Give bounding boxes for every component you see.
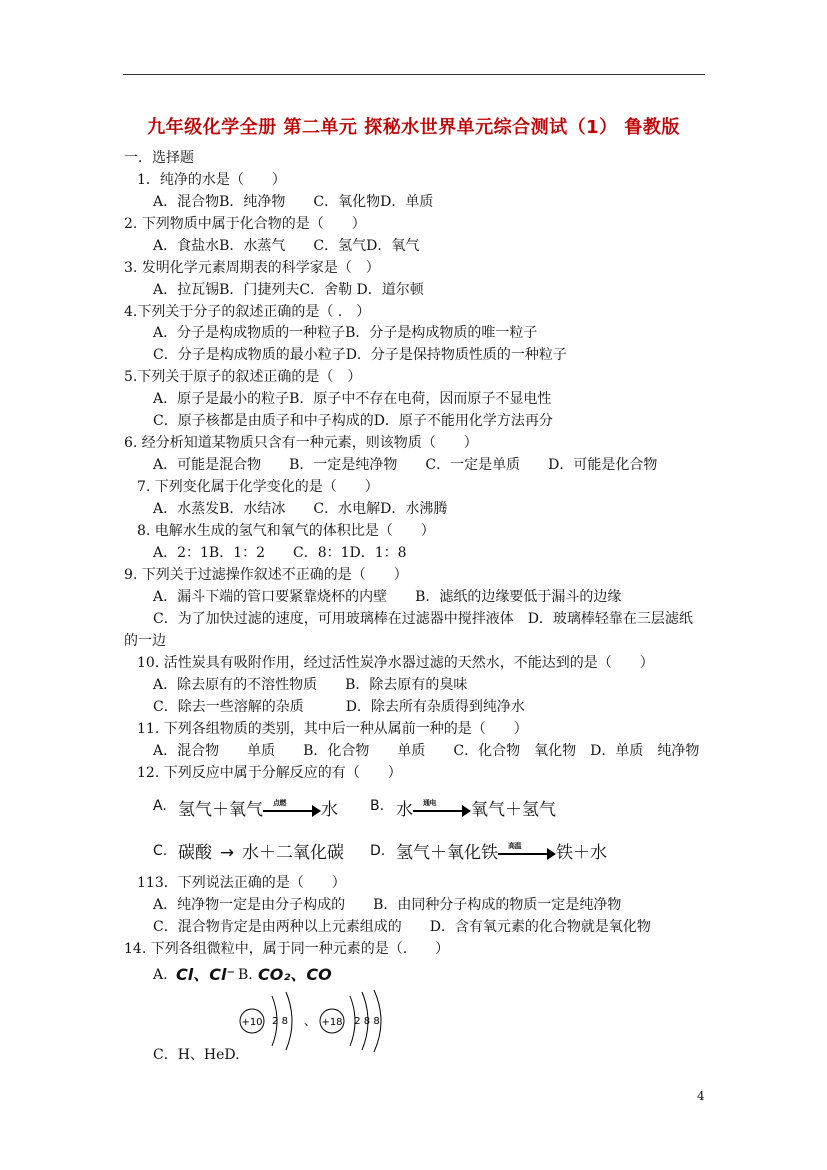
text-line: 11. 下列各组物质的类别，其中后一种从属前一种的是（ ） xyxy=(137,721,528,737)
products: 铁＋水 xyxy=(556,843,607,863)
section-heading: 一．选择题 xyxy=(124,150,194,166)
text-line: A．混合物B．纯净物 C．氧化物D．单质 xyxy=(153,194,434,210)
page-title: 九年级化学全册 第二单元 探秘水世界单元综合测试（1） 鲁教版 xyxy=(147,117,680,138)
text-line: C．分子是构成物质的最小粒子D．分子是保持物质性质的一种粒子 xyxy=(153,347,567,363)
text-line: A．食盐水B．水蒸气 C．氢气D．氧气 xyxy=(153,238,420,254)
separator: 、 xyxy=(304,1014,317,1028)
q14-option-b-label: B. xyxy=(238,967,253,983)
reactants: 碳酸 xyxy=(178,843,212,863)
q14-option-a-label: A. xyxy=(153,967,168,983)
atom-structure-diagrams xyxy=(236,988,396,1052)
products: 水＋二氧化碳 xyxy=(242,843,344,863)
condition: 通电 xyxy=(423,799,436,807)
option-label: B. xyxy=(370,798,385,814)
text-line: A．漏斗下端的管口要紧靠烧杯的内壁 B．滤纸的边缘要低于漏斗的边缘 xyxy=(153,589,622,605)
option-label: A. xyxy=(153,798,167,814)
text-line: 1．纯净的水是（ ） xyxy=(137,172,286,188)
arrow-icon xyxy=(498,842,556,860)
text-line: A．2：1B．1：2 C．8：1D．1：8 xyxy=(153,545,407,561)
text-line: C．H、HeD. xyxy=(153,1047,240,1063)
text-line: 113．下列说法正确的是（ ） xyxy=(137,875,346,891)
short-arrow-icon: → xyxy=(219,843,235,863)
text-line: 3. 发明化学元素周期表的科学家是（ ） xyxy=(124,260,380,276)
q14-option-a-formula: Cl、Cl⁻ xyxy=(176,965,235,984)
atom1-nucleus: +10 xyxy=(241,1017,263,1028)
option-label: D. xyxy=(370,843,386,859)
text-line: A．拉瓦锡B．门捷列夫C．舍勒 D．道尔顿 xyxy=(153,282,424,298)
text-line: A．可能是混合物 B．一定是纯净物 C．一定是单质 D．可能是化合物 xyxy=(153,457,658,473)
atom1-shells: 2 8 xyxy=(272,1016,288,1027)
reaction-a-equation xyxy=(178,795,338,820)
arrow-icon xyxy=(263,799,321,817)
text-line: 12. 下列反应中属于分解反应的有（ ） xyxy=(137,765,402,781)
reaction-c-equation xyxy=(178,838,344,863)
reaction-a xyxy=(153,795,167,815)
text-line: 9. 下列关于过滤操作叙述不正确的是（ ） xyxy=(124,567,408,583)
text-line: C．混合物肯定是由两种以上元素组成的 D．含有氧元素的化合物就是氧化物 xyxy=(153,919,651,935)
text-line: 7. 下列变化属于化学变化的是（ ） xyxy=(137,479,379,495)
text-line: A．除去原有的不溶性物质 B．除去原有的臭味 xyxy=(153,677,468,693)
reactants: 氢气＋氧化铁 xyxy=(396,843,498,863)
text-line: 5.下列关于原子的叙述正确的是（ ） xyxy=(124,369,362,385)
text-line: A．纯净物一定是由分子构成的 B．由同种分子构成的物质一定是纯净物 xyxy=(153,897,622,913)
products: 水 xyxy=(321,800,338,820)
text-line: C．为了加快过滤的速度，可用玻璃棒在过滤器中搅拌液体 D．玻璃棒轻靠在三层滤纸 xyxy=(153,611,693,627)
products: 氧气＋氢气 xyxy=(471,800,556,820)
arrow-icon xyxy=(413,799,471,817)
reaction-d-equation xyxy=(396,838,607,863)
reactants: 水 xyxy=(396,800,413,820)
q14-option-b-formula: CO₂、CO xyxy=(258,965,332,984)
text-line: A．水蒸发B．水结冰 C．水电解D．水沸腾 xyxy=(153,501,448,517)
header-rule xyxy=(123,74,705,75)
text-line: 2. 下列物质中属于化合物的是（ ） xyxy=(124,216,366,232)
text-line: 4.下列关于分子的叙述正确的是（ . ） xyxy=(124,304,371,320)
reaction-c xyxy=(153,840,167,860)
text-line: 6. 经分析知道某物质只含有一种元素，则该物质（ ） xyxy=(124,435,478,451)
reaction-b-equation xyxy=(396,795,556,820)
text-line: 的一边 xyxy=(124,633,166,649)
text-line: A．分子是构成物质的一种粒子B．分子是构成物质的唯一粒子 xyxy=(153,325,538,341)
condition: 点燃 xyxy=(273,799,286,807)
reaction-b xyxy=(370,795,384,815)
text-line: 8. 电解水生成的氢气和氧气的体积比是（ ） xyxy=(137,523,435,539)
text-line: A．原子是最小的粒子B．原子中不存在电荷，因而原子不显电性 xyxy=(153,391,552,407)
condition: 高温 xyxy=(508,842,521,850)
text-line: 10. 活性炭具有吸附作用，经过活性炭净水器过滤的天然水，不能达到的是（ ） xyxy=(137,655,654,671)
page-number: 4 xyxy=(697,1089,705,1103)
reaction-d xyxy=(370,840,385,860)
text-line: C．除去一些溶解的杂质 D．除去所有杂质得到纯净水 xyxy=(153,699,525,715)
reactants: 氢气＋氧气 xyxy=(178,800,263,820)
atom2-shells: 2 8 8 xyxy=(354,1016,380,1027)
text-line: C．原子核都是由质子和中子构成的D．原子不能用化学方法再分 xyxy=(153,413,553,429)
text-line: A．混合物 单质 B．化合物 单质 C．化合物 氧化物 D．单质 纯净物 xyxy=(153,743,700,759)
text-line: 14. 下列各组微粒中，属于同一种元素的是（. ） xyxy=(124,941,450,957)
option-label: C. xyxy=(153,843,168,859)
atom2-nucleus: +18 xyxy=(321,1017,343,1028)
